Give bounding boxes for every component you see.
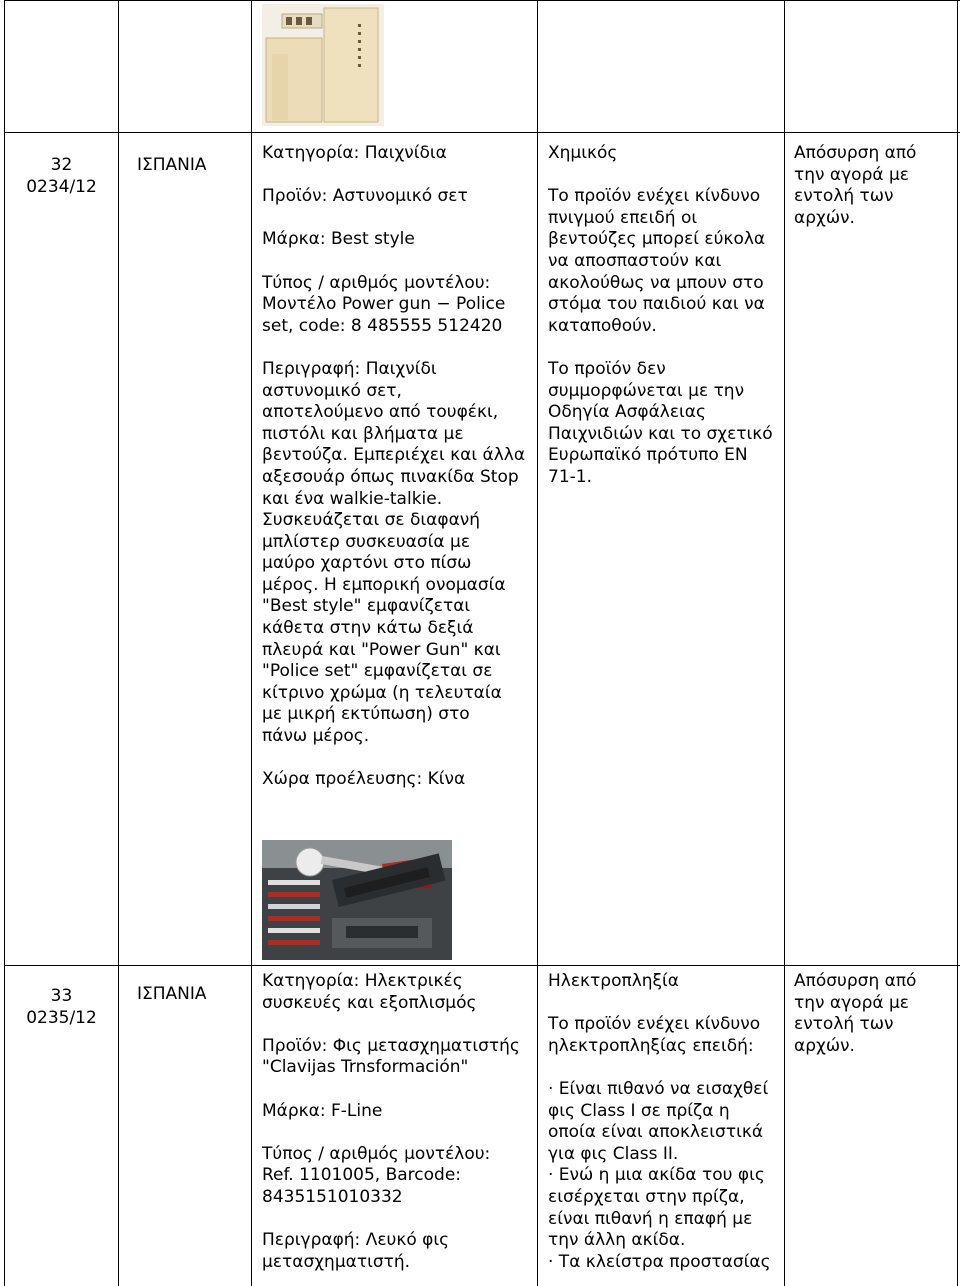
description-line: κάθετα στην κάτω δεξιά <box>262 618 474 639</box>
model-line: Μοντέλο Power gun − Police <box>262 294 506 315</box>
risk-bullets <box>548 1079 782 1273</box>
table-top-border <box>4 0 960 1</box>
entry-product: Προϊόν: Αστυνομικό σετ <box>262 186 468 207</box>
entry-number: 32 <box>50 155 73 175</box>
measure-line: εντολή των <box>794 1014 894 1035</box>
compliance-line: Οδηγία Ασφάλειας <box>548 402 706 423</box>
compliance-line: Ευρωπαϊκό πρότυπο ΕΝ <box>548 445 748 466</box>
risk-intro <box>548 1014 782 1057</box>
entry-description <box>262 1230 534 1273</box>
description-line: πάνω μέρος. <box>262 726 370 747</box>
description-line: αξεσουάρ όπως πινακίδα Stop <box>262 466 519 487</box>
risk-bullet-line: οποία είναι αποκλειστικά <box>548 1122 764 1143</box>
description-line: μέρος. Η εμπορική ονομασία <box>262 574 506 595</box>
entry-32-country-cell <box>137 155 249 177</box>
entry-33-country-cell <box>137 984 249 1006</box>
measure-line: Απόσυρση από <box>794 971 917 991</box>
model-line: Τύπος / αριθμός μοντέλου: <box>262 272 491 293</box>
description-line: αποτελούμενο από τουφέκι, <box>262 402 499 423</box>
compliance-line: συμμορφώνεται με την <box>548 380 745 401</box>
description-line: με μικρή εκτύπωση) στο <box>262 704 470 725</box>
product-line: "Clavijas Trnsformación" <box>262 1057 469 1078</box>
model-line: 8435151010332 <box>262 1186 403 1207</box>
model-line: set, code: 8 485555 512420 <box>262 315 503 336</box>
risk-bullet-line: εισέρχεται στην πρίζα, <box>548 1186 745 1207</box>
risk-type: Χημικός <box>548 143 618 163</box>
compliance-line: Το προϊόν δεν <box>548 358 666 379</box>
risk-line: πνιγμού επειδή οι <box>548 207 698 228</box>
entry-33-number-cell <box>5 986 118 1029</box>
entry-country: ΙΣΠΑΝΙΑ <box>137 155 207 175</box>
description-line: μπλίστερ συσκευασία με <box>262 531 471 552</box>
measure-line: την αγορά με <box>794 992 909 1013</box>
compliance-description <box>548 359 782 489</box>
description-line: Περιγραφή: Λευκό φις <box>262 1230 450 1251</box>
risk-line: καταποθούν. <box>548 315 657 336</box>
entry-category <box>262 971 534 1014</box>
compliance-line: 71-1. <box>548 466 592 487</box>
model-line: Τύπος / αριθμός μοντέλου: <box>262 1143 491 1164</box>
description-line: και ένα walkie-talkie. <box>262 488 443 509</box>
entry-32-number-cell <box>5 155 118 198</box>
description-line: "Police set" εμφανίζεται σε <box>262 661 493 682</box>
description-line: κίτρινο χρώμα (η τελευταία <box>262 682 502 703</box>
col-border-2 <box>251 0 252 1286</box>
row-32-top-border <box>4 132 960 133</box>
col-border-4 <box>784 0 785 1286</box>
risk-bullet-line: · Είναι πιθανό να εισαχθεί <box>548 1078 769 1099</box>
compliance-line: Παιχνιδιών και το σχετικό <box>548 423 773 444</box>
risk-bullet-line: για φις Class II. <box>548 1143 679 1164</box>
risk-line: βεντούζες μπορεί εύκολα <box>548 229 766 250</box>
description-line: βεντούζα. Εμπεριέχει και άλλα <box>262 445 526 466</box>
risk-bullet-line: την άλλη ακίδα. <box>548 1230 686 1251</box>
entry-32-details-cell <box>262 143 534 791</box>
description-line: πλευρά και "Power Gun" και <box>262 639 501 660</box>
category-line: συσκευές και εξοπλισμός <box>262 992 477 1013</box>
entry-32-risk-cell <box>548 143 782 489</box>
measure-line: την αγορά με <box>794 164 909 185</box>
risk-bullet-line: φις Class I σε πρίζα η <box>548 1100 730 1121</box>
row-33-top-border <box>4 965 960 966</box>
entry-brand: Μάρκα: Best style <box>262 229 415 250</box>
risk-bullet-line: · Τα κλείστρα προστασίας <box>548 1251 771 1272</box>
entry-product <box>262 1036 534 1079</box>
description-line: αστυνομικό σετ, <box>262 380 402 401</box>
entry-country: ΙΣΠΑΝΙΑ <box>137 984 207 1004</box>
risk-line: στόμα του παιδιού και να <box>548 294 765 315</box>
entry-description <box>262 359 534 748</box>
entry-reference: 0234/12 <box>26 176 97 197</box>
entry-category: Κατηγορία: Παιχνίδια <box>262 143 447 163</box>
risk-description <box>548 186 782 337</box>
risk-bullet-line: είναι πιθανή η επαφή με <box>548 1208 753 1229</box>
measure-line: Απόσυρση από <box>794 143 917 163</box>
col-border-3 <box>537 0 538 1286</box>
entry-33-details-cell <box>262 971 534 1273</box>
risk-line: ηλεκτροπληξίας επειδή: <box>548 1035 754 1056</box>
entry-33-risk-cell <box>548 971 782 1273</box>
product-line: Προϊόν: Φις μετασχηματιστής <box>262 1035 520 1056</box>
col-border-5 <box>957 0 958 1286</box>
entry-model <box>262 273 534 338</box>
risk-line: Το προϊόν ενέχει κίνδυνο <box>548 186 761 207</box>
product-photo-police-set <box>262 840 452 960</box>
entry-brand: Μάρκα: F-Line <box>262 1100 383 1121</box>
entry-reference: 0235/12 <box>26 1007 97 1028</box>
description-line: "Best style" εμφανίζεται <box>262 596 471 617</box>
col-border-1 <box>118 0 119 1286</box>
risk-line: να αποσπαστούν και <box>548 250 722 271</box>
description-line: πιστόλι και βλήματα με <box>262 423 464 444</box>
model-line: Ref. 1101005, Barcode: <box>262 1165 462 1186</box>
description-line: Περιγραφή: Παιχνίδι <box>262 358 437 379</box>
description-line: μετασχηματιστή. <box>262 1251 411 1272</box>
measure-line: αρχών. <box>794 207 855 228</box>
category-line: Κατηγορία: Ηλεκτρικές <box>262 971 463 991</box>
entry-model <box>262 1144 534 1209</box>
risk-line: Το προϊόν ενέχει κίνδυνο <box>548 1014 761 1035</box>
entry-origin: Χώρα προέλευσης: Κίνα <box>262 769 466 790</box>
measure-line: εντολή των <box>794 186 894 207</box>
description-line: Συσκευάζεται σε διαφανή <box>262 510 481 531</box>
entry-33-measures-cell <box>794 971 954 1057</box>
measure-line: αρχών. <box>794 1035 855 1056</box>
entry-number: 33 <box>50 986 73 1006</box>
risk-line: ακολούθως να μπουν στο <box>548 272 764 293</box>
description-line: μαύρο χαρτόνι στο πίσω <box>262 553 472 574</box>
risk-bullet-line: · Ενώ η μια ακίδα του φις <box>548 1165 765 1186</box>
risk-type: Ηλεκτροπληξία <box>548 971 679 991</box>
entry-32-measures-cell <box>794 143 954 229</box>
product-photo-previous-entry <box>262 4 384 126</box>
